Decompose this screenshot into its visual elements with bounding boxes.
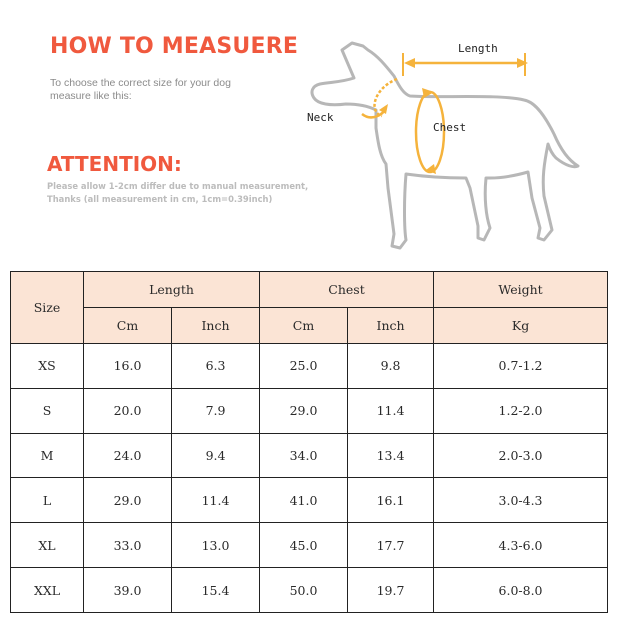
chest-cm-header: Cm bbox=[260, 308, 348, 344]
length-inch-header: Inch bbox=[172, 308, 260, 344]
weight-kg-cell: 0.7-1.2 bbox=[434, 344, 608, 389]
intro-line-1: To choose the correct size for your dog bbox=[50, 77, 231, 89]
table-row bbox=[11, 388, 608, 433]
chest-cm-cell: 25.0 bbox=[260, 344, 348, 389]
weight-kg-cell: 1.2-2.0 bbox=[434, 388, 608, 433]
length-cm-cell: 20.0 bbox=[84, 388, 172, 433]
chest-inch-cell: 17.7 bbox=[348, 523, 434, 568]
size-cell: XL bbox=[11, 523, 84, 568]
note-line-1: Please allow 1-2cm differ due to manual measurement, bbox=[47, 181, 309, 191]
chest-inch-cell: 19.7 bbox=[348, 568, 434, 613]
length-inch-cell: 13.0 bbox=[172, 523, 260, 568]
weight-kg-cell: 3.0-4.3 bbox=[434, 478, 608, 523]
length-cm-header: Cm bbox=[84, 308, 172, 344]
size-rows bbox=[11, 344, 608, 613]
chest-group-header: Chest bbox=[260, 272, 434, 308]
table-row bbox=[11, 344, 608, 389]
note-line-2: Thanks (all measurement in cm, 1cm=0.39inch) bbox=[47, 194, 273, 204]
header-row-units bbox=[11, 308, 608, 344]
table-row bbox=[11, 433, 608, 478]
weight-kg-header: Kg bbox=[434, 308, 608, 344]
size-cell: L bbox=[11, 478, 84, 523]
length-inch-cell: 11.4 bbox=[172, 478, 260, 523]
weight-kg-cell: 2.0-3.0 bbox=[434, 433, 608, 478]
dog-silhouette-icon bbox=[312, 43, 578, 248]
size-cell: M bbox=[11, 433, 84, 478]
measurement-note bbox=[47, 180, 327, 206]
attention-heading: ATTENTION: bbox=[47, 152, 182, 176]
page-title: HOW TO MEASUERE bbox=[50, 34, 299, 59]
table-row bbox=[11, 478, 608, 523]
size-cell: XS bbox=[11, 344, 84, 389]
dog-measurement-diagram bbox=[300, 28, 610, 268]
intro-line-2: measure like this: bbox=[50, 90, 132, 102]
chest-cm-cell: 45.0 bbox=[260, 523, 348, 568]
length-cm-cell: 39.0 bbox=[84, 568, 172, 613]
weight-kg-cell: 4.3-6.0 bbox=[434, 523, 608, 568]
chest-cm-cell: 34.0 bbox=[260, 433, 348, 478]
length-cm-cell: 16.0 bbox=[84, 344, 172, 389]
size-cell: S bbox=[11, 388, 84, 433]
chest-cm-cell: 50.0 bbox=[260, 568, 348, 613]
size-chart-table bbox=[10, 271, 608, 613]
chest-inch-header: Inch bbox=[348, 308, 434, 344]
chest-inch-cell: 16.1 bbox=[348, 478, 434, 523]
chest-cm-cell: 29.0 bbox=[260, 388, 348, 433]
size-column-header: Size bbox=[11, 272, 84, 344]
length-cm-cell: 24.0 bbox=[84, 433, 172, 478]
length-inch-cell: 7.9 bbox=[172, 388, 260, 433]
length-group-header: Length bbox=[84, 272, 260, 308]
intro-text bbox=[50, 77, 260, 103]
neck-label: Neck bbox=[307, 111, 334, 124]
length-inch-cell: 15.4 bbox=[172, 568, 260, 613]
length-cm-cell: 29.0 bbox=[84, 478, 172, 523]
chest-label: Chest bbox=[433, 121, 467, 134]
table-row bbox=[11, 523, 608, 568]
chest-inch-cell: 9.8 bbox=[348, 344, 434, 389]
length-arrow-head-right bbox=[517, 58, 528, 68]
weight-group-header: Weight bbox=[434, 272, 608, 308]
weight-kg-cell: 6.0-8.0 bbox=[434, 568, 608, 613]
chest-inch-cell: 11.4 bbox=[348, 388, 434, 433]
length-inch-cell: 9.4 bbox=[172, 433, 260, 478]
chest-inch-cell: 13.4 bbox=[348, 433, 434, 478]
table-row bbox=[11, 568, 608, 613]
size-cell: XXL bbox=[11, 568, 84, 613]
length-label: Length bbox=[458, 42, 498, 55]
length-cm-cell: 33.0 bbox=[84, 523, 172, 568]
header-row-groups bbox=[11, 272, 608, 308]
chest-cm-cell: 41.0 bbox=[260, 478, 348, 523]
length-arrow-head-left bbox=[404, 58, 415, 68]
length-inch-cell: 6.3 bbox=[172, 344, 260, 389]
